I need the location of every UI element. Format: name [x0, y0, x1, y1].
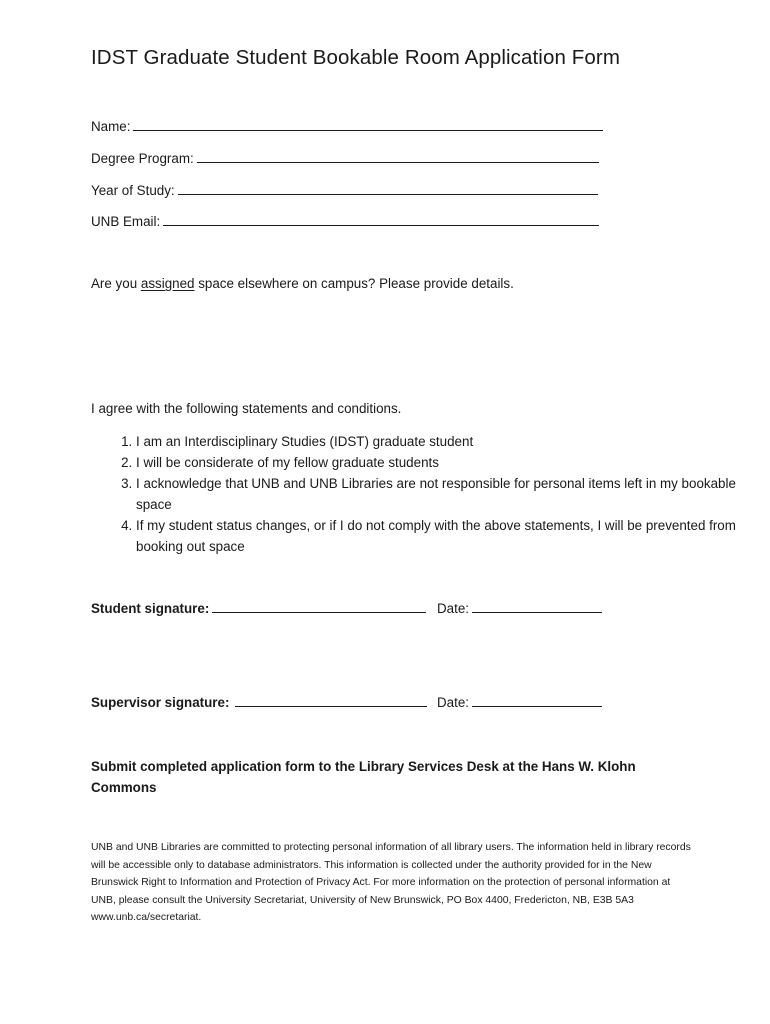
name-line[interactable] — [133, 118, 603, 131]
supervisor-signature-field[interactable] — [91, 694, 427, 710]
student-signature-label: Student signature: — [91, 601, 210, 616]
unb-email-field[interactable] — [91, 213, 599, 229]
year-of-study-label: Year of Study: — [91, 183, 175, 198]
year-of-study-line[interactable] — [178, 182, 598, 195]
question-emphasis: assigned — [140, 276, 195, 291]
student-date-label: Date: — [437, 601, 470, 616]
student-signature-line[interactable] — [212, 600, 426, 613]
question-text-start: Are you — [91, 276, 141, 291]
name-field[interactable] — [91, 118, 603, 134]
privacy-notice: UNB and UNB Libraries are committed to protecting personal information of all library users. The information held in library records will be accessible only to database administrators. This information is collected under the authority provided for in the New Brunswick Right to Information and Protection of Privacy Act. For more information on the protection of personal information at UNB, please consult the University Secretariat, University of New Brunswick, PO Box 4400, Fredericton, NB, E3B 5A3 www.unb.ca/secretariat. — [91, 842, 691, 923]
student-signature-field[interactable] — [91, 600, 426, 616]
degree-program-label: Degree Program: — [91, 151, 194, 166]
degree-program-line[interactable] — [197, 150, 599, 163]
agreement-intro: I agree with the following statements and conditions. — [91, 401, 402, 416]
agreement-item: 4. If my student status changes, or if I do not comply with the above statements, I will be prevented from booking out space — [136, 515, 736, 557]
unb-email-line[interactable] — [163, 213, 599, 226]
supervisor-signature-label: Supervisor signature: — [91, 695, 230, 710]
supervisor-date-field[interactable] — [437, 694, 602, 710]
agreement-item: 1. I am an Interdisciplinary Studies (IDST) graduate student — [136, 431, 736, 452]
form-title: IDST Graduate Student Bookable Room Application Form — [91, 46, 620, 69]
student-date-field[interactable] — [437, 600, 602, 616]
question-text-end: space elsewhere on campus? Please provide details. — [194, 276, 514, 291]
supervisor-date-line[interactable] — [472, 694, 602, 707]
submit-instructions: Submit completed application form to the Library Services Desk at the Hans W. Klohn Commons — [91, 759, 636, 795]
agreement-item: 3. I acknowledge that UNB and UNB Libraries are not responsible for personal items left in my bookable space — [136, 473, 736, 515]
assigned-space-question — [91, 276, 514, 291]
supervisor-date-label: Date: — [437, 695, 470, 710]
name-label: Name: — [91, 119, 131, 134]
student-date-line[interactable] — [472, 600, 602, 613]
supervisor-signature-line[interactable] — [235, 694, 427, 707]
year-of-study-field[interactable] — [91, 182, 598, 198]
degree-program-field[interactable] — [91, 150, 599, 166]
agreement-item: 2. I will be considerate of my fellow graduate students — [136, 452, 736, 473]
unb-email-label: UNB Email: — [91, 214, 161, 229]
agreement-list — [91, 431, 736, 557]
